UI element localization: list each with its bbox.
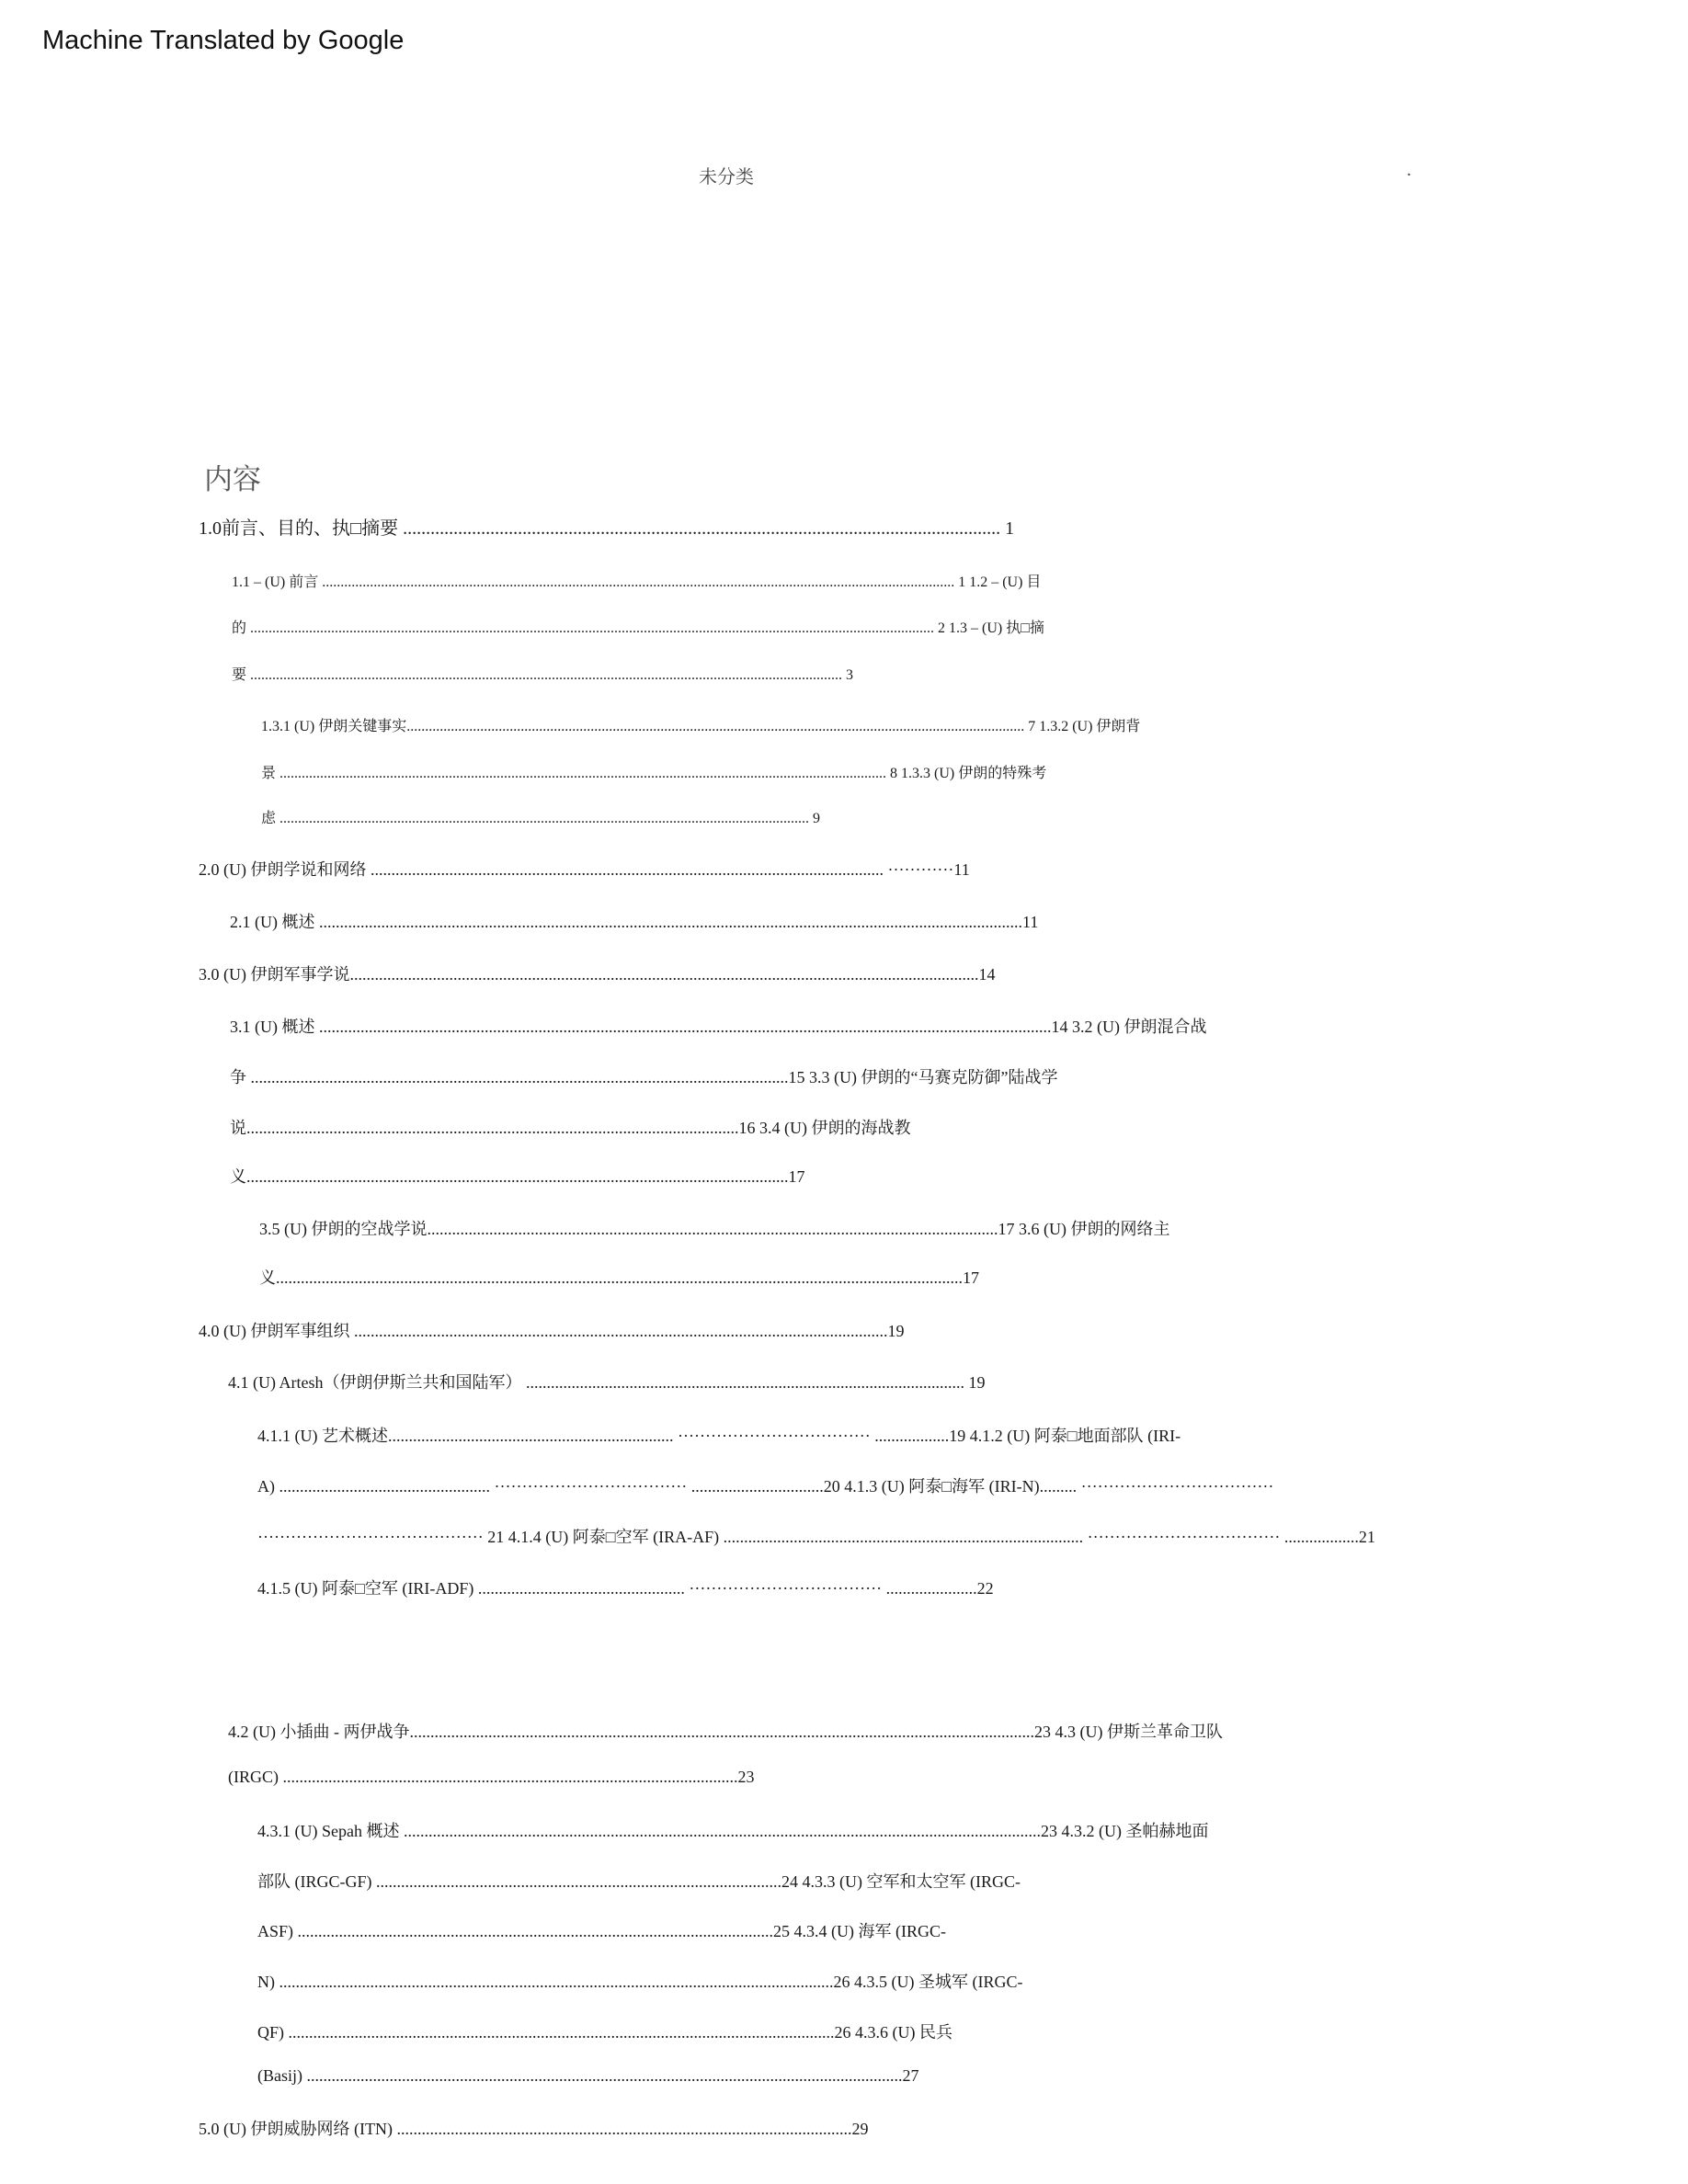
toc-line: N) ......................................................................................................................................26 4.3.5 (U) 圣城军 (IRGC- [257,1973,1023,1991]
toc-line: 4.1.1 (U) 艺术概述..................................................................... ··································· ..................19 4.1.2 (U) 阿泰□地面部队 (IRI- [257,1427,1181,1445]
toc-line: 部队 (IRGC-GF) ..................................................................................................24 4.3.3 (U) 空军和太空军 (IRGC- [257,1872,1021,1891]
classification-dot: . [1407,160,1411,180]
toc-title: 内容 [204,463,261,496]
machine-translation-banner: Machine Translated by Google [42,26,405,55]
toc-line: 说.......................................................................................................................16 3.4 (U) 伊朗的海战教 [230,1119,911,1137]
toc-line: A) ................................................... ··································· ................................20 4.1.3 (U) 阿泰□海军 (IRI-N)......... ··································· [257,1477,1274,1496]
toc-line: 要 ................................................................................................................................................................. 3 [232,667,853,683]
toc-line: ········································· 21 4.1.4 (U) 阿泰□空军 (IRA-AF) ....................................................................................... ··································· ..................21 [257,1528,1375,1546]
toc-line: 5.0 (U) 伊朗威胁网络 (ITN) ..............................................................................................................29 [199,2120,869,2138]
toc-line: (IRGC) ..............................................................................................................23 [228,1768,755,1786]
toc-line: 4.1.5 (U) 阿泰□空军 (IRI-ADF) .................................................. ··································· ......................22 [257,1579,994,1598]
toc-line: 3.1 (U) 概述 .................................................................................................................................................................................14 3.2 (U) 伊朗混合战 [230,1018,1207,1036]
toc-line: 争 ..................................................................................................................................15 3.3 (U) 伊朗的“马赛克防御”陆战学 [230,1068,1058,1086]
classification-marking: 未分类 [699,165,754,188]
toc-line: ASF) ...................................................................................................................25 4.3.4 (U) 海军 (IRGC- [257,1922,946,1940]
toc-line: 1.0前言、目的、执□摘要 .................................................................................................................................. 1 [199,518,1015,539]
toc-line: 虑 ................................................................................................................................................ 9 [261,811,820,826]
toc-line: 4.3.1 (U) Sepah 概述 ..........................................................................................................................................................23 4.3.2 (U) 圣帕赫地面 [257,1822,1209,1840]
toc-line: 2.0 (U) 伊朗学说和网络 ............................................................................................................................ ············11 [199,860,970,879]
toc-line: 义...................................................................................................................................17 [230,1167,805,1186]
toc-line: 的 .......................................................................................................................................................................................... 2 1.3 – (U) 执□摘 [232,620,1044,636]
toc-line: (Basij) ................................................................................................................................................27 [257,2066,919,2085]
toc-line: 4.0 (U) 伊朗军事组织 .................................................................................................................................19 [199,1322,905,1340]
toc-line: QF) ....................................................................................................................................26 4.3.6 (U) 民兵 [257,2023,952,2042]
toc-line: 景 ..................................................................................................................................................................... 8 1.3.3 (U) 伊朗的特殊考 [261,766,1047,781]
toc-line: 3.0 (U) 伊朗军事学说........................................................................................................................................................14 [199,965,996,984]
toc-line: 3.5 (U) 伊朗的空战学说..........................................................................................................................................17 3.6 (U) 伊朗的网络主 [259,1220,1170,1238]
toc-line: 4.2 (U) 小插曲 - 两伊战争.......................................................................................................................................................23 4.3 (U) 伊斯兰革命卫队 [228,1723,1223,1741]
toc-line: 义......................................................................................................................................................................17 [259,1268,979,1287]
toc-line: 1.3.1 (U) 伊朗关键事实........................................................................................................................................................................ 7 1.3.2 (U) 伊朗背 [261,719,1141,734]
toc-line: 1.1 – (U) 前言 ............................................................................................................................................................................ 1 1.2 – (U) 目 [232,574,1042,590]
toc-line: 4.1 (U) Artesh（伊朗伊斯兰共和国陆军） .......................................................................................................... 19 [228,1373,986,1392]
toc-line: 2.1 (U) 概述 ..........................................................................................................................................................................11 [230,913,1039,931]
